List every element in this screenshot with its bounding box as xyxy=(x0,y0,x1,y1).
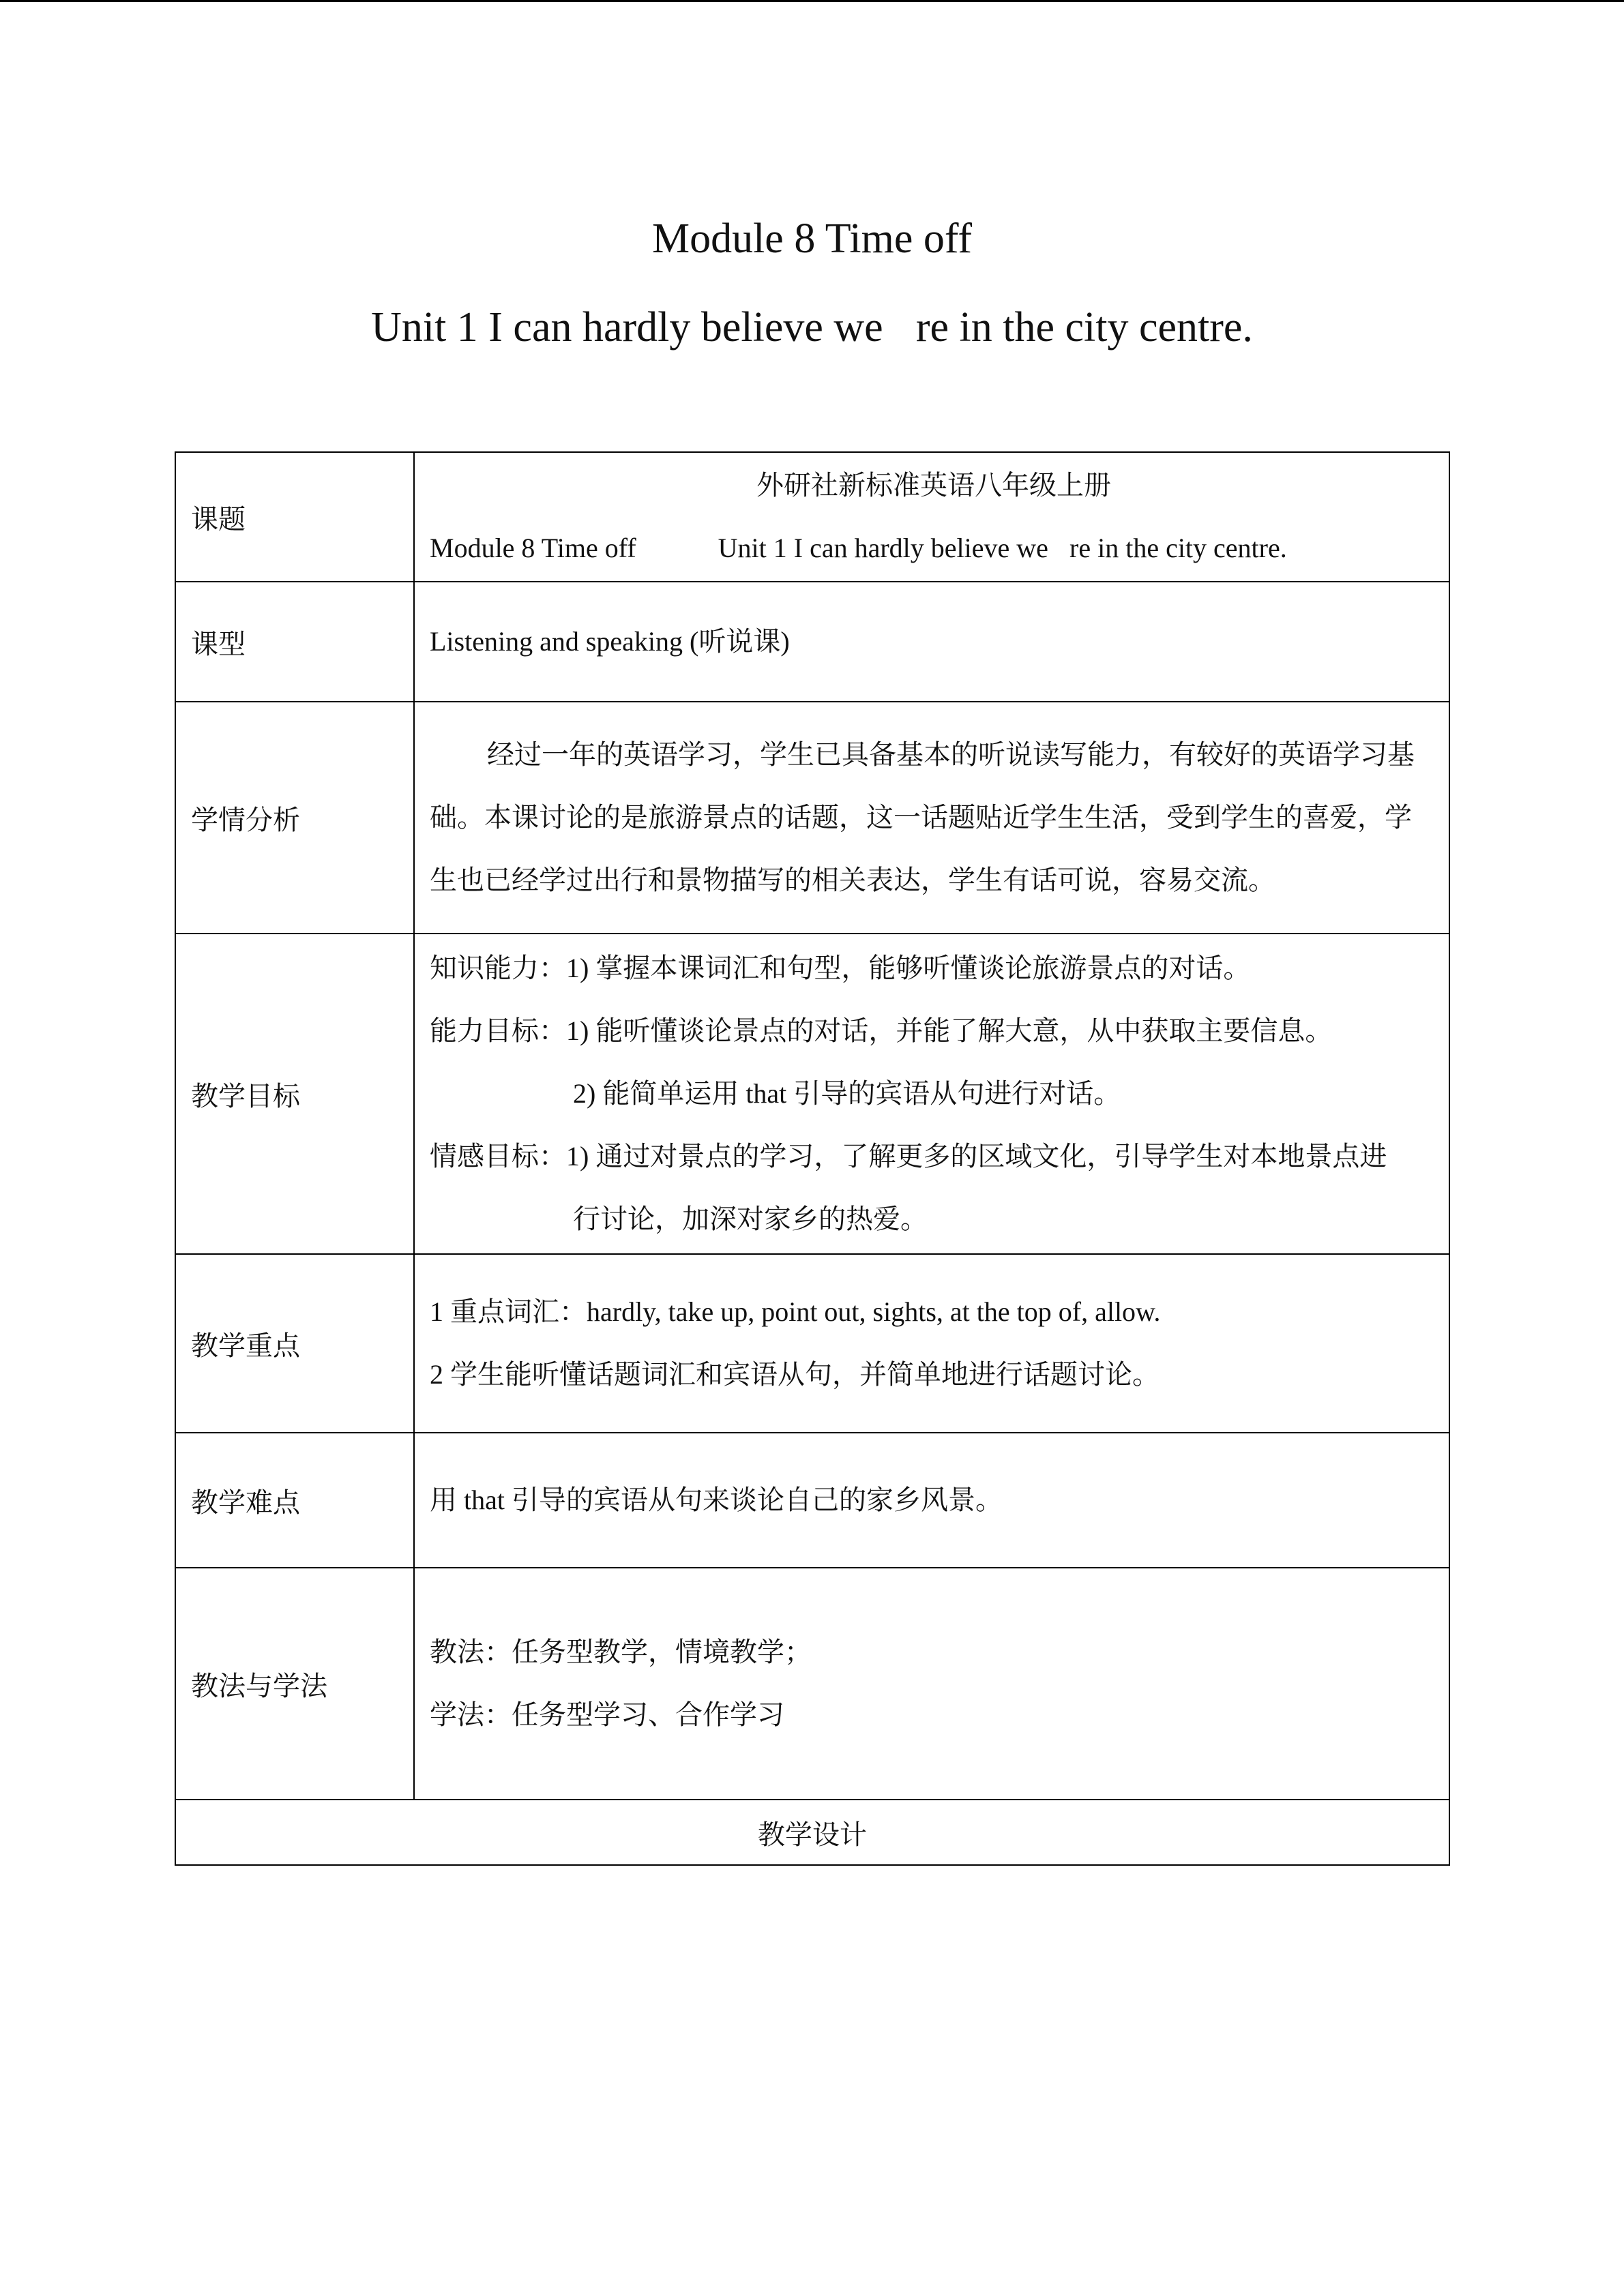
objective-emotion-2: 行讨论，加深对家乡的热爱。 xyxy=(573,1204,928,1234)
method-learning: 学法：任务型学习、合作学习 xyxy=(430,1699,784,1730)
methods-value xyxy=(414,1568,1449,1800)
key-point-2: 2 学生能听懂话题词汇和宾语从句，并简单地进行话题讨论。 xyxy=(430,1359,1160,1390)
type-label: 课型 xyxy=(175,582,414,702)
topic-unit: Unit 1 I can hardly believe we re in the city centre. xyxy=(718,533,1287,563)
objective-ability-2-line xyxy=(430,1062,1438,1125)
table-row-type xyxy=(175,582,1449,702)
analysis-value xyxy=(414,702,1449,934)
objectives-label: 教学目标 xyxy=(175,934,414,1254)
table-row-methods xyxy=(175,1568,1449,1800)
objective-knowledge: 知识能力：1) 掌握本课词汇和句型，能够听懂谈论旅游景点的对话。 xyxy=(430,953,1251,983)
analysis-label: 学情分析 xyxy=(175,702,414,934)
lesson-plan-table xyxy=(175,451,1450,1866)
difficulty-label: 教学难点 xyxy=(175,1433,414,1568)
key-points-value xyxy=(414,1254,1449,1433)
module-title: Module 8 Time off xyxy=(651,215,973,262)
topic-label: 课题 xyxy=(175,452,414,582)
difficulty-text: 用 that 引导的宾语从句来谈论自己的家乡风景。 xyxy=(430,1485,1003,1515)
type-value xyxy=(414,582,1449,702)
objective-emotion-2-line xyxy=(430,1188,1438,1251)
method-teaching: 教法：任务型教学，情境教学； xyxy=(430,1637,812,1667)
topic-value xyxy=(414,452,1449,582)
unit-title: Unit 1 I can hardly believe we re in the city centre. xyxy=(371,304,1253,351)
objective-ability-2: 2) 能简单运用 that 引导的宾语从句进行对话。 xyxy=(573,1078,1121,1109)
topic-book: 外研社新标准英语八年级上册 xyxy=(756,470,1111,501)
page-top-border xyxy=(0,0,1624,2)
topic-module: Module 8 Time off xyxy=(430,533,636,563)
objective-emotion-1: 情感目标：1) 通过对景点的学习，了解更多的区域文化，引导学生对本地景点进 xyxy=(430,1141,1387,1172)
key-points-label: 教学重点 xyxy=(175,1254,414,1433)
methods-label: 教法与学法 xyxy=(175,1568,414,1800)
table-row-objectives xyxy=(175,934,1449,1254)
table-row-analysis xyxy=(175,702,1449,934)
type-text: Listening and speaking (听说课) xyxy=(430,626,790,657)
topic-module-unit xyxy=(430,517,1438,580)
objective-ability-1: 能力目标：1) 能听懂谈论景点的对话，并能了解大意，从中获取主要信息。 xyxy=(430,1015,1333,1046)
table-row-key-points xyxy=(175,1254,1449,1433)
key-point-1: 1 重点词汇：hardly, take up, point out, sights, at the top of, allow. xyxy=(430,1296,1161,1327)
analysis-text: 经过一年的英语学习，学生已具备基本的听说读写能力，有较好的英语学习基础。本课讨论的是旅游景点的话题，这一话题贴近学生生活，受到学生的喜爱，学生也已经学过出行和景物描写的相关表达，学生有话可说，容易交流。 xyxy=(430,739,1415,895)
teaching-design-header: 教学设计 xyxy=(175,1800,1449,1865)
difficulty-value xyxy=(414,1433,1449,1568)
objectives-value xyxy=(414,934,1449,1254)
table-row-footer xyxy=(175,1800,1449,1865)
table-row-difficulty xyxy=(175,1433,1449,1568)
table-row-topic xyxy=(175,452,1449,582)
